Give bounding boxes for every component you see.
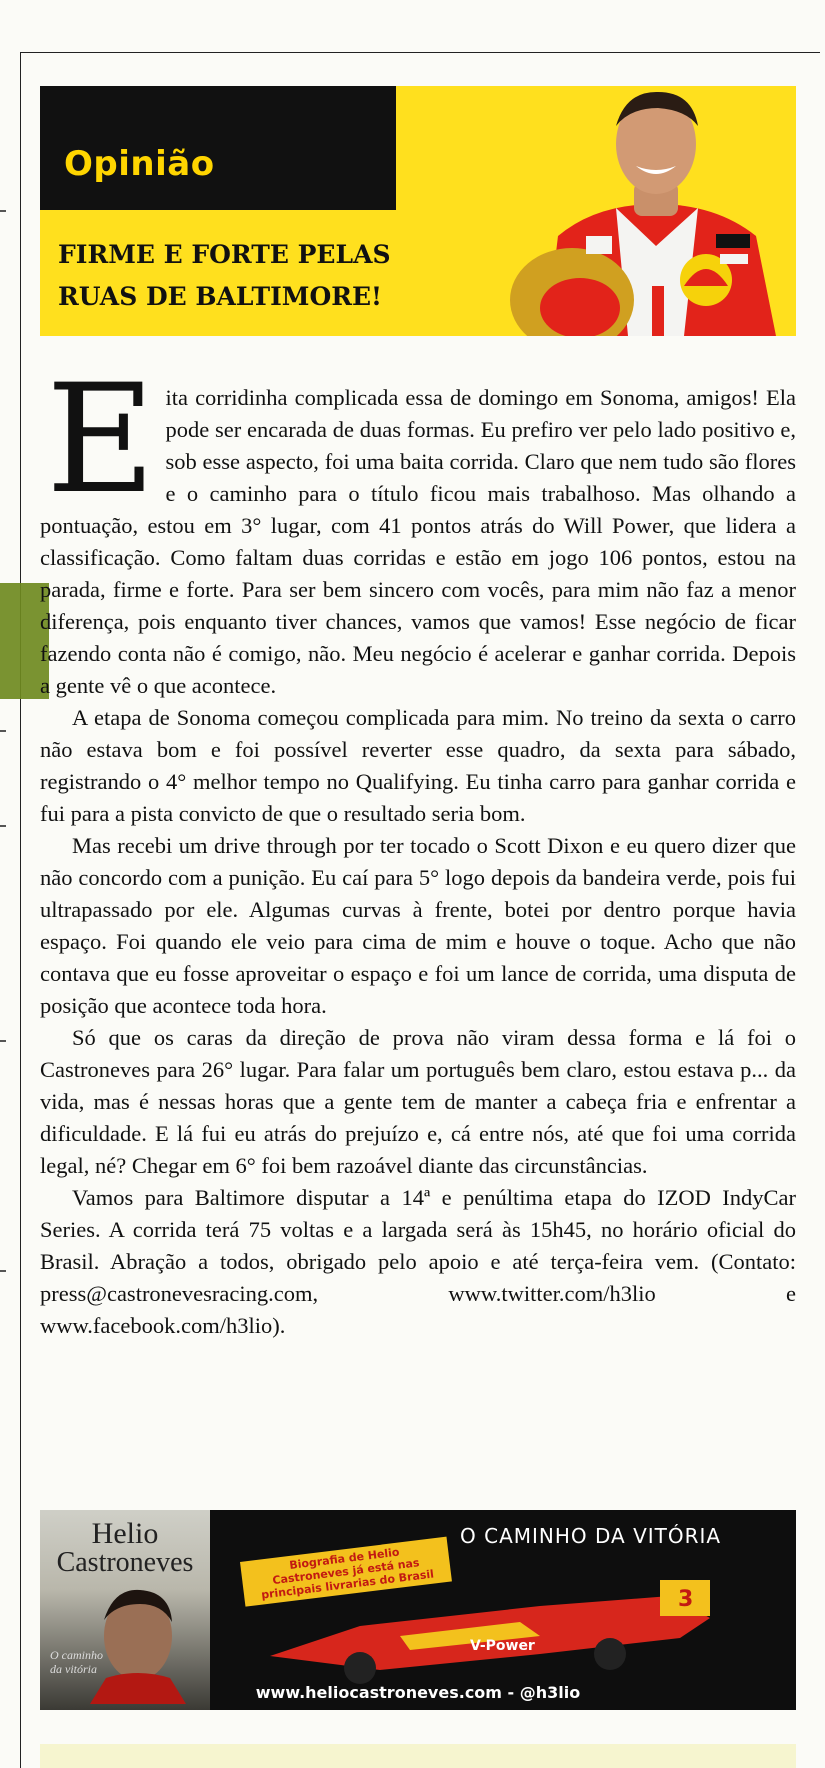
margin-tick xyxy=(0,1040,6,1042)
book-advertisement[interactable] xyxy=(40,1510,796,1710)
article-paragraph: Mas recebi um drive through por ter tocado o Scott Dixon e eu quero dizer que não concordo com a punição. Eu caí para 5° logo depois da bandeira verde, pois fui ultrapassado por ele. Algumas curvas à frente, botei por dentro porque havia espaço. Foi quando ele veio para cima de mim e houve o toque. Acho que não contava que eu fosse aproveitar o espaço e foi um lance de corrida, uma disputa de posição que acontece toda hora. xyxy=(40,833,796,1018)
book-author-first: Helio xyxy=(91,1517,159,1550)
ad-banner: Biografia de Helio Castroneves já está nas principais livrarias do Brasil xyxy=(240,1537,452,1607)
article-paragraph: Eita corridinha complicada essa de domingo em Sonoma, amigos! Ela pode ser encarada de duas formas. Eu prefiro ver pelo lado positivo e, sob esse aspecto, foi uma baita corrida. Claro que nem tudo são flores e o caminho para o título ficou mais trabalhoso. Mas olhando a pontuação, estou em 3° lugar, com 41 pontos atrás do Will Power, que lidera a classificação. Como faltam duas corridas e estão em jogo 106 pontos, estou na parada, firme e forte. Para ser bem sincero com vocês, para mim não faz a menor diferença, pois enquanto tiver chances, vamos que vamos! Esse negócio de ficar fazendo conta não é comigo, não. Meu negócio é acelerar e ganhar corrida. Depois a gente vê o que acontece. xyxy=(40,353,796,698)
car-sponsor: V-Power xyxy=(470,1638,535,1654)
article-paragraph: Vamos para Baltimore disputar a 14ª e penúltima etapa do IZOD IndyCar Series. A corrida terá 75 voltas e a largada será às 15h45, no horário oficial do Brasil. Abração a todos, obrigado pelo apoio e até terça-feira vem. (Contato: press@castronevesracing.com, www.twitter.com/h3lio e www.facebook.com/h3lio). xyxy=(40,1185,796,1338)
article-paragraph: Só que os caras da direção de prova não viram dessa forma e lá foi o Castroneves para 26° lugar. Para falar um português bem claro, estou estava p... da vida, mas é nessas horas que a gente tem de manter a cabeça fria e enfrentar a dificuldade. E lá fui eu atrás do prejuízo e, cá entre nós, até que foi uma corrida legal, né? Chegar em 6° foi bem razoável diante das circunstâncias. xyxy=(40,1025,796,1178)
book-subtitle: O caminho da vitória xyxy=(50,1648,103,1676)
book-author-last: Castroneves xyxy=(56,1547,194,1578)
margin-tick xyxy=(0,730,6,732)
drop-cap: E xyxy=(46,353,156,527)
section-label: Opinião xyxy=(64,144,215,184)
book-cover xyxy=(40,1510,210,1710)
top-rule xyxy=(20,52,820,53)
bottom-strip xyxy=(40,1744,796,1768)
margin-tick xyxy=(0,825,6,827)
section-label-box xyxy=(40,86,396,210)
article-body xyxy=(40,353,796,1342)
headline-line-2: RUAS DE BALTIMORE! xyxy=(58,282,383,311)
ad-url-link[interactable]: www.heliocastroneves.com - @h3lio xyxy=(255,1683,581,1702)
driver-portrait xyxy=(506,86,796,336)
race-car-illustration xyxy=(240,1566,780,1686)
headline-line-1: FIRME E FORTE PELAS xyxy=(58,240,391,269)
article-paragraph: A etapa de Sonoma começou complicada para mim. No treino da sexta o carro não estava bom e foi possível reverter esse quadro, da sexta para sábado, registrando o 4° melhor tempo no Qualifying. Eu tinha carro para ganhar corrida e fui para a pista convicto de que o resultado seria bom. xyxy=(40,705,796,826)
margin-tick xyxy=(0,210,6,212)
car-number: 3 xyxy=(678,1587,694,1612)
headline xyxy=(58,234,418,318)
left-column-rule xyxy=(20,52,21,1768)
margin-tick xyxy=(0,1270,6,1272)
ad-title: O CAMINHO DA VITÓRIA xyxy=(460,1524,722,1548)
